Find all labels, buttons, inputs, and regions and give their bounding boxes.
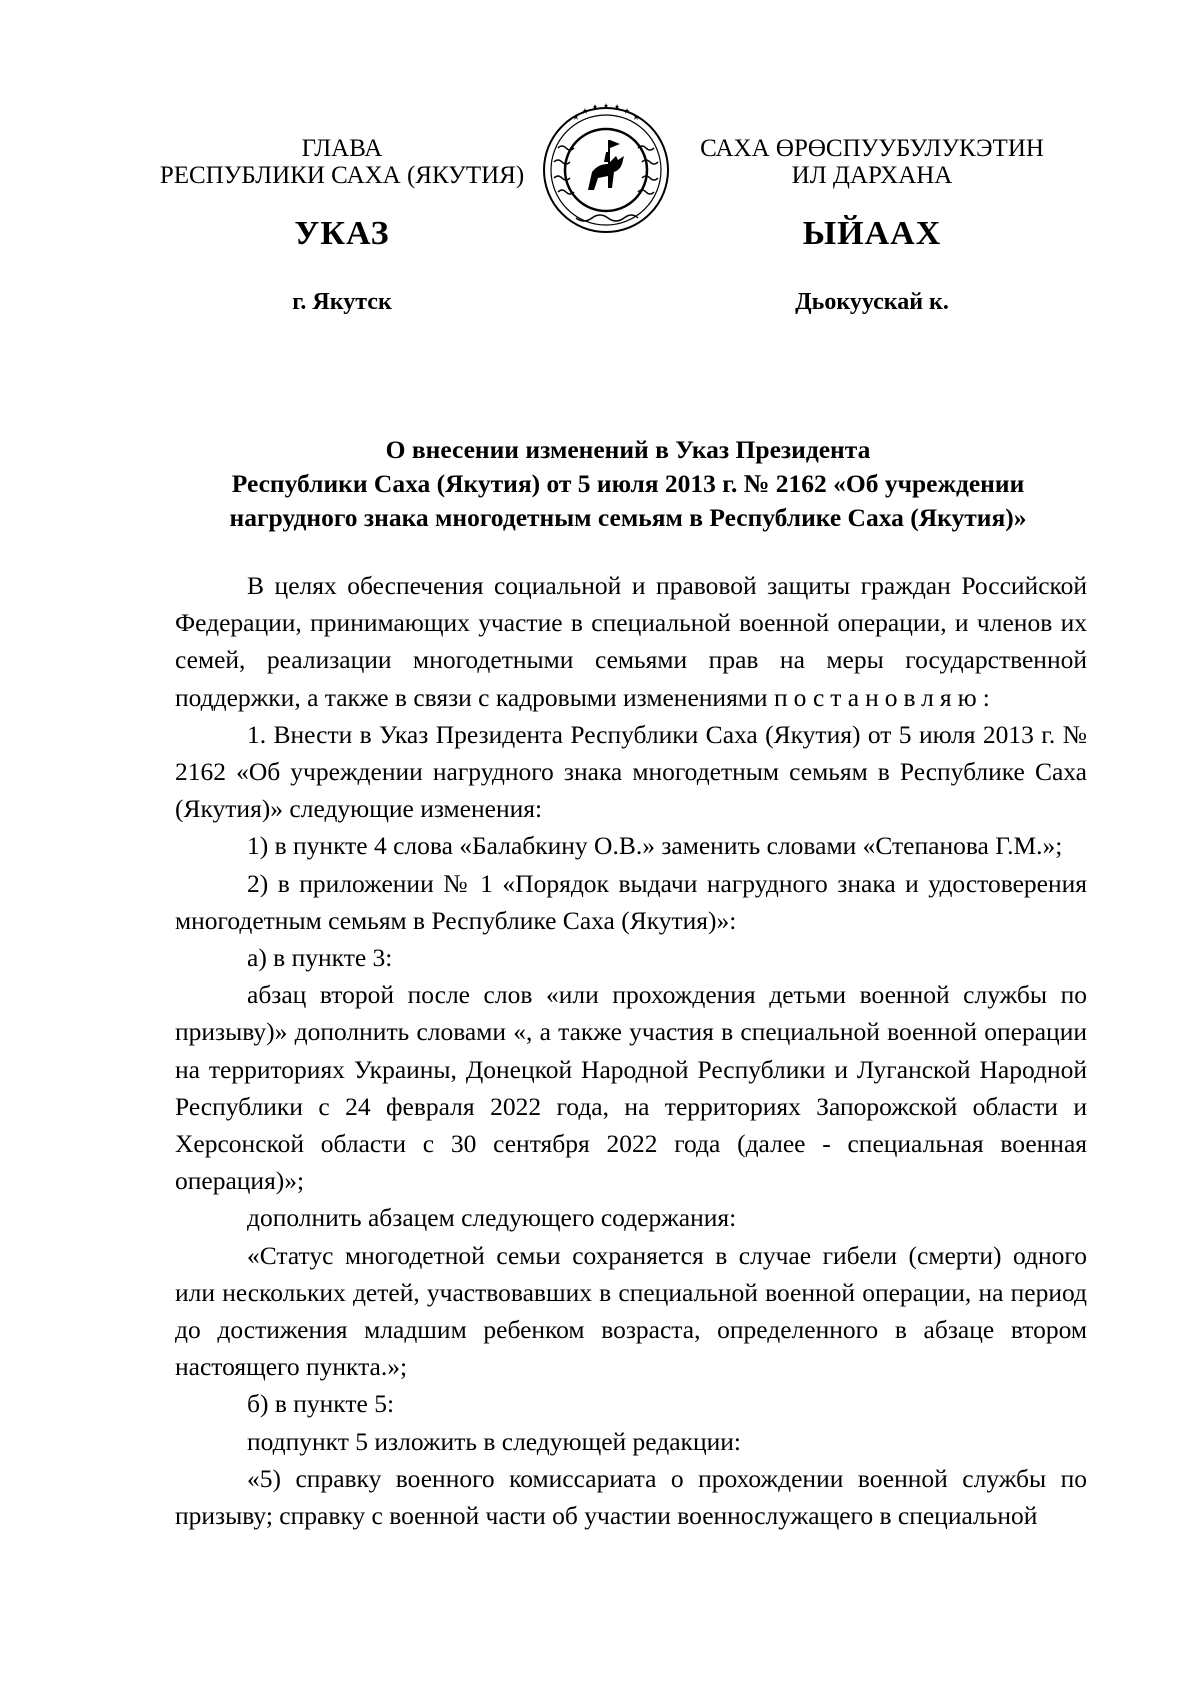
paragraph-preamble — [175, 567, 1087, 716]
title-line-2: Республики Саха (Якутия) от 5 июля 2013 г. № 2162 «Об учреждении — [231, 469, 1025, 498]
header-left-line2: РЕСПУБЛИКИ САХА (ЯКУТИЯ) — [159, 162, 525, 189]
paragraph-item-1: 1. Внести в Указ Президента Республики Саха (Якутия) от 5 июля 2013 г. № 2162 «Об учреждении нагрудного знака многодетным семьям в Республике Саха (Якутия)» следующие изменения: — [175, 719, 1087, 824]
paragraph-amendment-3: «Статус многодетной семьи сохраняется в случае гибели (смерти) одного или нескольких детей, участвовавших в специальной военной операции, на период до достижения младшим ребенком возраста, определенного в абзаце втором настоящего пункта.»; — [175, 1240, 1087, 1382]
city-yakut: Дьокуускай к. — [795, 289, 949, 315]
preamble-spaced-word: постановляю — [773, 682, 983, 712]
paragraph-subitem-a: а) в пункте 3: — [247, 943, 393, 973]
document-body — [175, 567, 1087, 1534]
doc-type-yakut: ЫЙААХ — [802, 215, 942, 252]
paragraph-amendment-2: дополнить абзацем следующего содержания: — [247, 1203, 737, 1233]
doc-type-russian: УКАЗ — [294, 215, 390, 252]
header-left-line1: ГЛАВА — [301, 135, 383, 162]
header-right-line2: ИЛ ДАРХАНА — [791, 162, 953, 189]
city-russian: г. Якутск — [292, 289, 392, 315]
title-line-1: О внесении изменений в Указ Президента — [385, 435, 871, 464]
document-title — [170, 433, 1086, 535]
title-line-3: нагрудного знака многодетным семьям в Республике Саха (Якутия)» — [229, 503, 1027, 532]
preamble-end: : — [982, 682, 990, 712]
header-right-line1: САХА ӨРӨСПУУБУЛУКЭТИН — [700, 135, 1044, 162]
paragraph-subitem-b: б) в пункте 5: — [247, 1389, 395, 1419]
paragraph-amendment-1: абзац второй после слов «или прохождения детьми военной службы по призыву)» дополнить словами «, а также участия в специальной военной операции на территориях Украины, Донецкой Народной Республики и Луганской Народной Республики с 24 февраля 2022 года, на территориях Запорожской области и Херсонской области с 30 сентября 2022 года (далее - специальная военная операция)»; — [175, 980, 1087, 1196]
paragraph-amendment-4: подпункт 5 изложить в следующей редакции: — [247, 1426, 741, 1456]
paragraph-subitem-1: 1) в пункте 4 слова «Балабкину О.В.» заменить словами «Степанова Г.М.»; — [247, 831, 1063, 861]
preamble-text: В целях обеспечения социальной и правовой защиты граждан Российской Федерации, принимающих участие в специальной военной операции, и членов их семей, реализации многодетными семьями прав на меры государственной поддержки, а также в связи с кадровыми изменениями — [175, 571, 1087, 712]
coat-of-arms-sakha-emblem — [536, 100, 676, 240]
paragraph-subitem-2: 2) в приложении № 1 «Порядок выдачи нагрудного знака и удостоверения многодетным семьям в Республике Саха (Якутия)»: — [175, 868, 1087, 935]
paragraph-amendment-5: «5) справку военного комиссариата о прохождении военной службы по призыву; справку с военной части об участии военнослужащего в специальной — [175, 1463, 1087, 1531]
